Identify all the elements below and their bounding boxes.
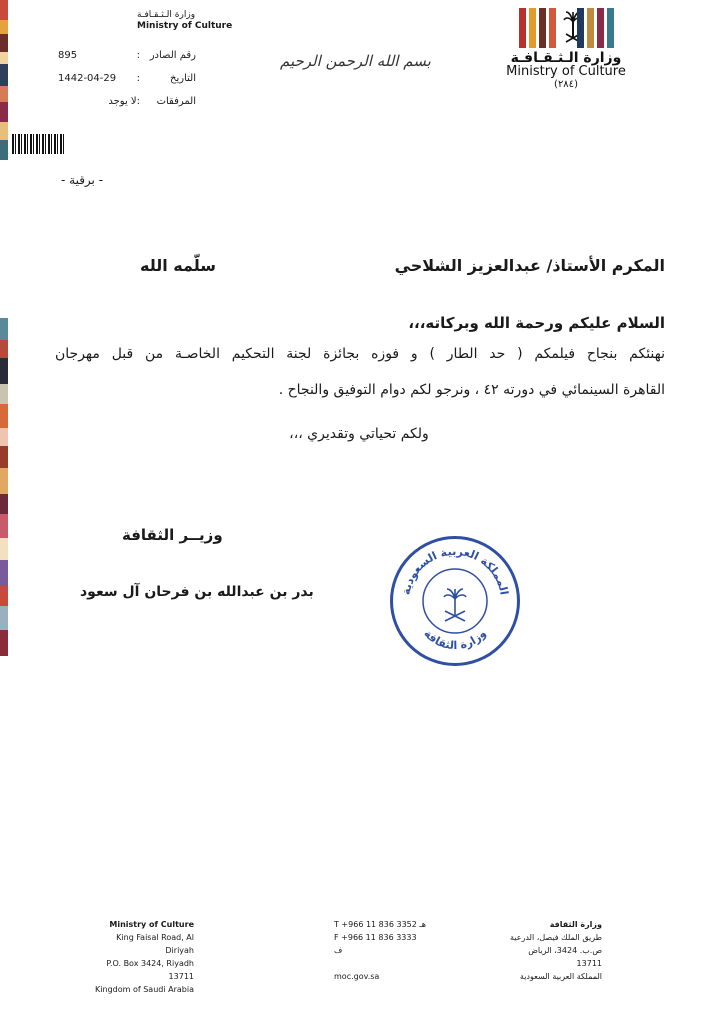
barcode	[12, 134, 64, 154]
ref-attachments-row	[56, 90, 196, 113]
minister-name: بدر بن عبدالله بن فرحان آل سعود	[80, 584, 314, 600]
footer-ar-line1: طريق الملك فيصل، الدرعية	[510, 933, 602, 942]
logo-code: (٢٨٤)	[554, 79, 578, 90]
footer-ar-line2: ص.ب. 3424، الرياض 13711	[528, 946, 602, 968]
addressee: المكرم الأستاذ/ عبدالعزيز الشلاحي	[394, 256, 665, 275]
ref-colon: :	[136, 73, 140, 84]
decorative-strip-top	[0, 0, 8, 160]
svg-text:المملكة العربية السعودية	[399, 545, 510, 596]
footer-phone: T +966 11 836 3352 هـ	[334, 920, 426, 929]
ref-number-label: رقم الصادر	[149, 50, 196, 61]
footer-en-title: Ministry of Culture	[109, 920, 194, 929]
regards-line	[0, 426, 726, 442]
ref-date-label: التاريخ	[170, 73, 196, 84]
footer-en-line2: P.O. Box 3424, Riyadh 13711	[106, 959, 194, 981]
footer-fax: F +966 11 836 3333 ف	[334, 933, 417, 955]
reference-block	[56, 44, 196, 113]
greeting: السلام عليكم ورحمة الله وبركاته،،،	[408, 314, 665, 332]
small-logo-arabic: وزارة الـثـقـافـة	[137, 10, 196, 20]
ref-number-value: 895	[58, 50, 78, 61]
blessing: سلّمه الله	[140, 256, 216, 275]
ref-date-value: 1442-04-29	[58, 73, 117, 84]
logo-english-text: Ministry of Culture	[506, 64, 626, 79]
logo-color-bars	[505, 8, 627, 48]
footer-en-line1: King Faisal Road, Al Diriyah	[116, 933, 194, 955]
regards-text: ولكم تحياتي وتقديري ،،،	[289, 426, 429, 442]
footer-website[interactable]: moc.gov.sa	[334, 972, 380, 981]
body-line-1: نهنئكم بنجاح فيلمكم ( حد الطار ) و فوزه بجائزة لجنة التحكيم الخاصـة من قبل مهرجان	[55, 346, 665, 362]
footer-arabic-address	[510, 918, 602, 983]
ref-number-row	[56, 44, 196, 67]
seal-palm-swords-icon	[444, 589, 466, 621]
basmala: بسم الله الرحمن الرحيم	[280, 52, 431, 70]
palm-swords-icon	[563, 8, 570, 44]
svg-text:وزارة الثقافة	[421, 627, 488, 652]
ref-attachments-value: لا يوجد	[108, 96, 137, 107]
telegram-label: - برقية -	[61, 173, 104, 187]
minister-title: وزيــر الثقافة	[122, 526, 223, 544]
seal-outer-text: المملكة العربية السعودية	[399, 544, 511, 596]
ref-attachments-label: المرفقات	[156, 96, 196, 107]
seal-graphic	[393, 539, 517, 663]
seal-bottom-text: وزارة الثقافة	[421, 627, 489, 653]
footer-contact	[334, 918, 426, 983]
footer-ar-line3: المملكة العربية السعودية	[519, 972, 602, 981]
ref-date-row	[56, 67, 196, 90]
ref-colon: :	[136, 50, 140, 61]
ministry-logo	[505, 8, 627, 90]
small-logo-english: Ministry of Culture	[137, 21, 233, 31]
ref-colon: :	[136, 96, 140, 107]
footer-english-address	[88, 918, 194, 996]
body-line-2: القاهرة السينمائي في دورته ٤٢ ، ونرجو لكم دوام التوفيق والنجاح .	[278, 382, 665, 398]
footer-ar-title: وزارة الثقافة	[549, 920, 602, 929]
footer-en-line3: Kingdom of Saudi Arabia	[95, 985, 194, 994]
official-seal	[390, 536, 520, 666]
small-ministry-logo	[137, 10, 232, 32]
decorative-strip-middle	[0, 318, 8, 656]
logo-arabic-text: وزارة الـثـقـافـة	[510, 50, 622, 66]
